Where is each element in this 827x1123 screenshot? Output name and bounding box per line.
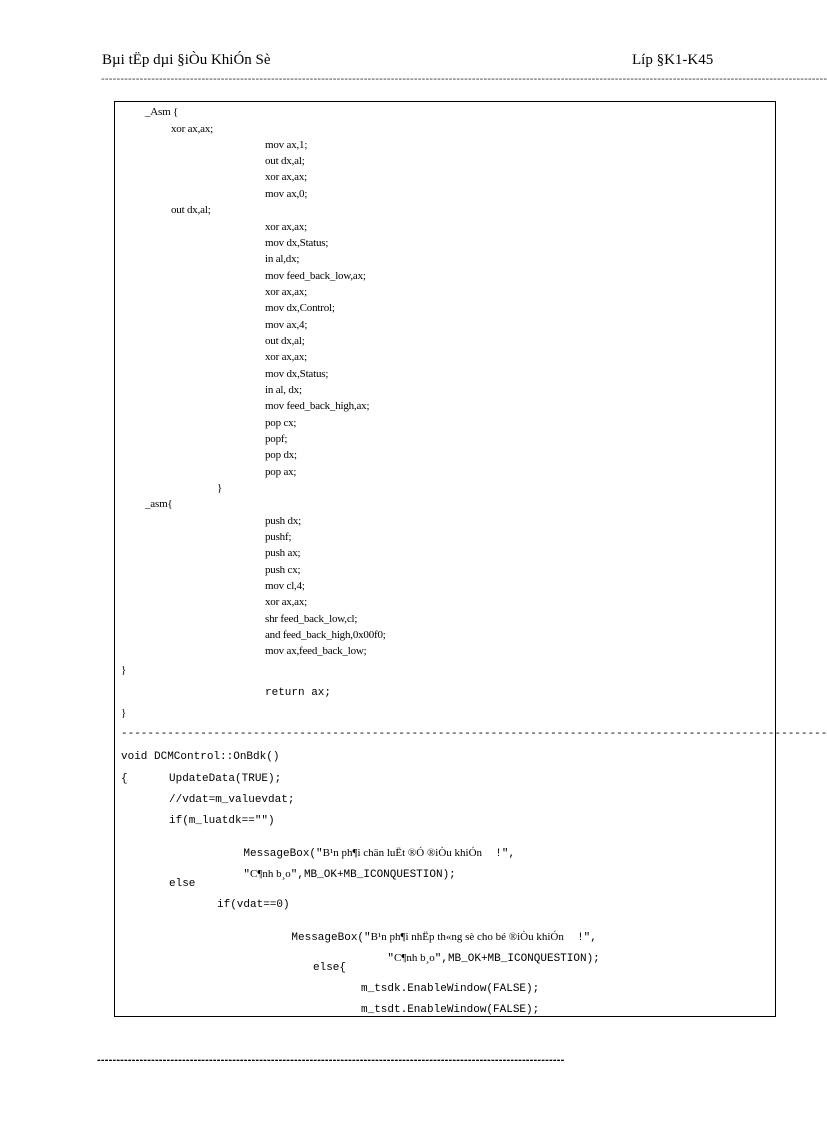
code-line: mov dx,Status; — [265, 368, 329, 380]
code-line: out dx,al; — [265, 335, 305, 347]
code-line: mov ax,0; — [265, 188, 308, 200]
code-fragment: MessageBox(" — [243, 848, 323, 860]
code-fragment: !", — [563, 932, 597, 944]
code-comment: //vdat=m_valuevdat; — [169, 794, 295, 806]
code-line: mov ax,4; — [265, 319, 308, 331]
code-line: pop dx; — [265, 449, 297, 461]
code-line: m_tsdt.EnableWindow(FALSE); — [361, 1004, 540, 1016]
brace-open: { — [121, 773, 128, 785]
code-fragment: MessageBox(" — [291, 932, 371, 944]
code-fragment: " — [387, 953, 395, 965]
code-line: else — [169, 878, 196, 890]
code-fragment: ",MB_OK+MB_ICONQUESTION); — [434, 953, 600, 965]
code-line: mov dx,Control; — [265, 302, 335, 314]
code-line: mov ax,1; — [265, 139, 308, 151]
code-line: UpdateData(TRUE); — [169, 773, 282, 785]
code-fragment: ",MB_OK+MB_ICONQUESTION); — [290, 869, 456, 881]
header-title: Bµi tËp dµi §iÒu KhiÓn Sè — [102, 52, 271, 68]
code-line: xor ax,ax; — [265, 221, 307, 233]
messagebox-line — [217, 858, 456, 892]
asm-block-open: _asm{ — [145, 498, 173, 510]
code-line: popf; — [265, 433, 288, 445]
message-text: B¹n ph¶i chän luËt ®Ó ®iÒu khiÓn — [322, 847, 483, 859]
code-line: m_tsdk.EnableWindow(FALSE); — [361, 983, 540, 995]
code-line: if(m_luatdk=="") — [169, 815, 275, 827]
code-line: else{ — [313, 962, 347, 974]
asm-block-open: _Asm { — [145, 106, 179, 118]
code-line: in al, dx; — [265, 384, 302, 396]
brace-close: } — [121, 707, 127, 719]
code-line: mov cl,4; — [265, 580, 305, 592]
code-line: mov dx,Status; — [265, 237, 329, 249]
message-text: B¹n ph¶i nhËp th«ng sè cho bé ®iÒu khiÓn — [370, 931, 564, 943]
code-line: xor ax,ax; — [171, 123, 213, 135]
code-line: pop cx; — [265, 417, 297, 429]
message-caption: C¶nh b¸o — [250, 868, 291, 880]
message-caption: C¶nh b¸o — [394, 952, 435, 964]
code-line: pushf; — [265, 531, 292, 543]
code-line: push ax; — [265, 547, 301, 559]
code-line: xor ax,ax; — [265, 286, 307, 298]
code-line: xor ax,ax; — [265, 351, 307, 363]
code-line: pop ax; — [265, 466, 297, 478]
code-line: if(vdat==0) — [217, 899, 290, 911]
code-line: mov ax,feed_back_low; — [265, 645, 367, 657]
code-line: and feed_back_high,0x00f0; — [265, 629, 386, 641]
code-line: out dx,al; — [265, 155, 305, 167]
code-line: xor ax,ax; — [265, 596, 307, 608]
code-fragment: !", — [482, 848, 516, 860]
code-line: push cx; — [265, 564, 301, 576]
code-line: shr feed_back_low,cl; — [265, 613, 358, 625]
code-line: mov feed_back_high,ax; — [265, 400, 370, 412]
code-line: mov feed_back_low,ax; — [265, 270, 366, 282]
brace-close: } — [121, 664, 127, 676]
code-fragment: " — [243, 869, 251, 881]
section-separator: ----------------------------------------------------------------------------------------------------------- — [121, 728, 827, 740]
messagebox-line — [361, 942, 600, 976]
code-line: in al,dx; — [265, 253, 300, 265]
header-rule: -------------------------------------------------------------------------------------------------------------------------------------------------------------------------------------------- — [101, 73, 827, 85]
footer-rule: ------------------------------------------------------------------------------------------------------------------------- — [97, 1054, 565, 1066]
code-listing-box — [114, 101, 827, 1017]
asm-block-close: } — [217, 482, 223, 494]
code-line: xor ax,ax; — [265, 171, 307, 183]
function-declaration: void DCMControl::OnBdk() — [121, 751, 280, 763]
return-line: return ax; — [265, 687, 332, 699]
header-class: Líp §K1-K45 — [632, 52, 714, 68]
code-line: push dx; — [265, 515, 301, 527]
code-line: out dx,al; — [171, 204, 211, 216]
